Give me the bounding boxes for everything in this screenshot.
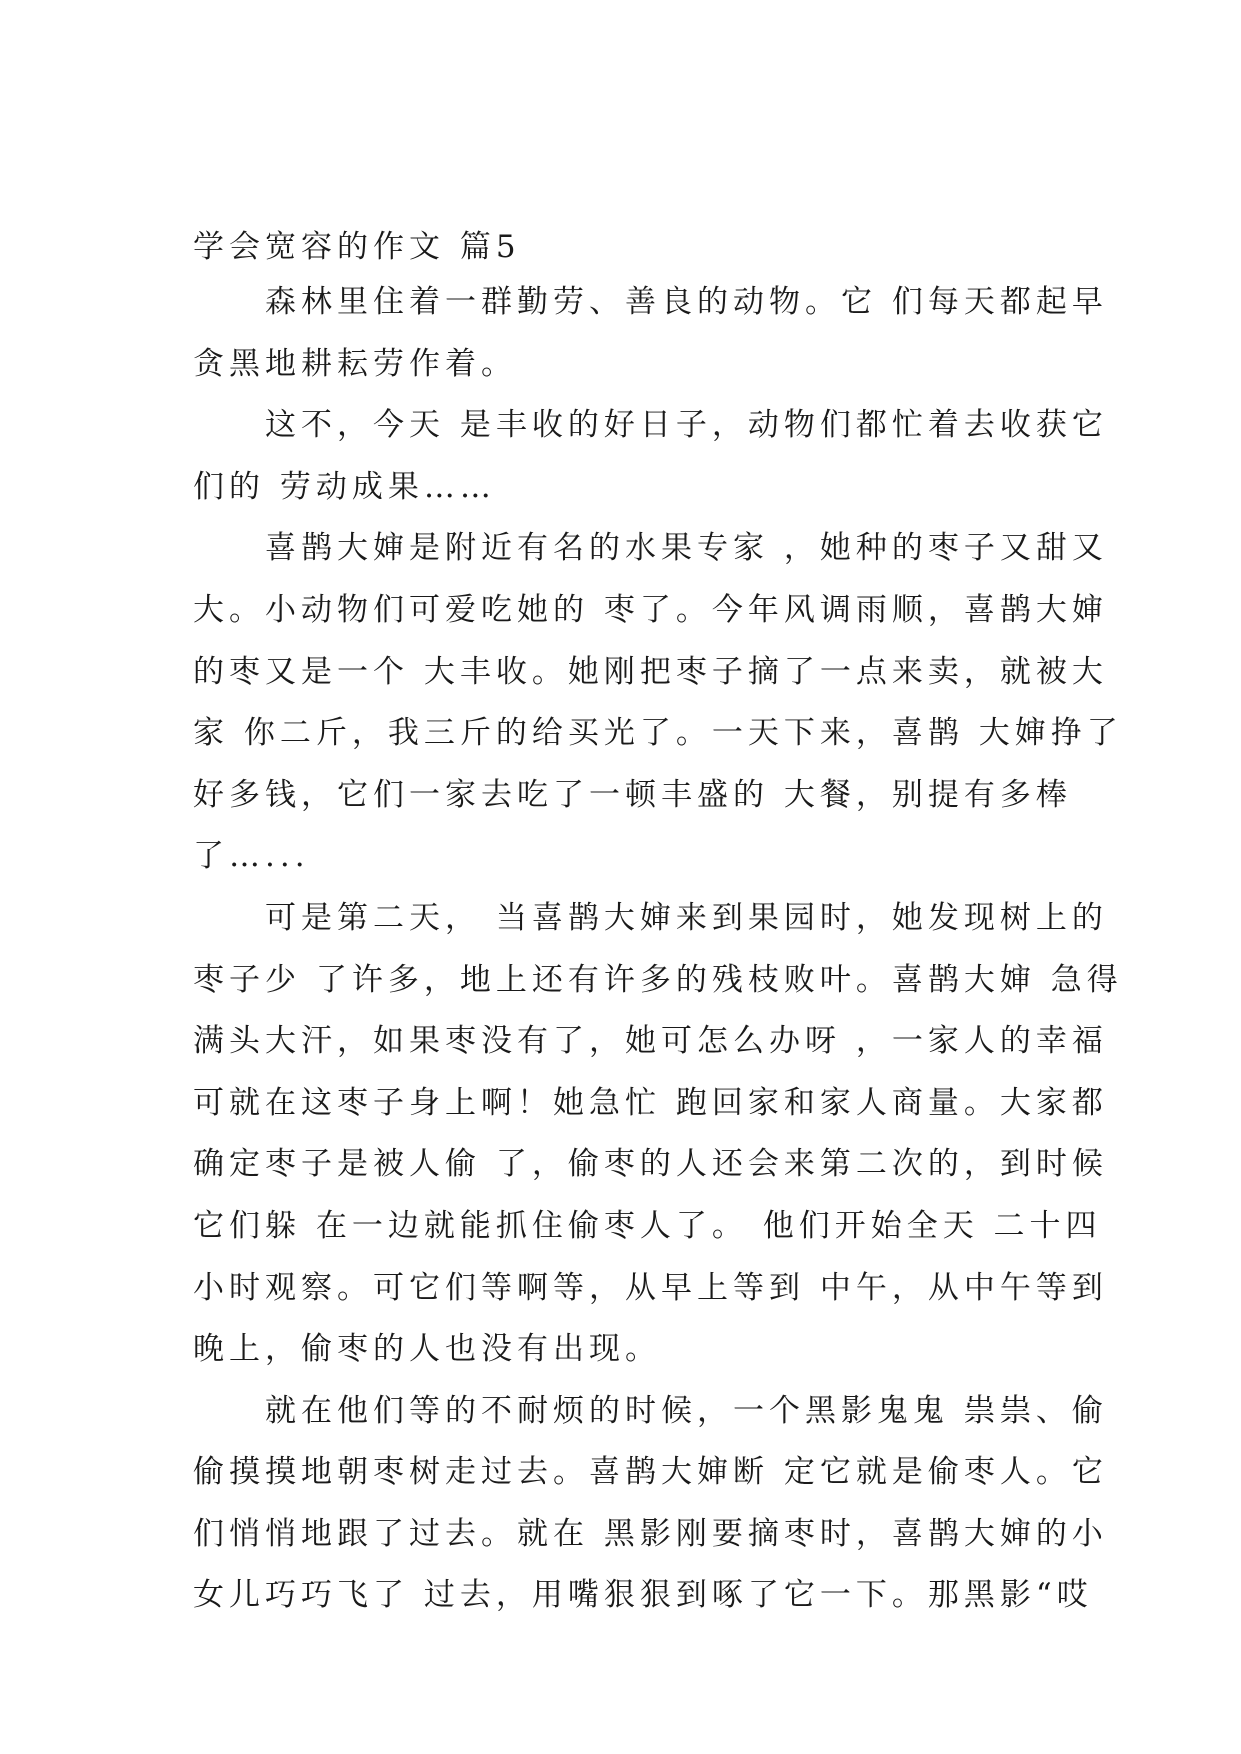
text-line: 确定枣子是被人偷 了，偷枣的人还会来第二次的，到时候 [193,1146,1108,1183]
document-body [193,222,1123,1627]
text-line: 森林里住着一群勤劳、善良的动物。它 们每天都起早 [193,284,1108,320]
text-line: 女儿巧巧飞了 过去，用嘴狠狠到啄了它一下。那黑影“哎 [193,1577,1093,1614]
text-line: 就在他们等的不耐烦的时候，一个黑影鬼鬼 祟祟、偷 [193,1392,1108,1429]
paragraph [193,888,1123,1381]
text-line: 它们躲 在一边就能抓住偷枣人了。 他们开始全天 二十四 [193,1207,1102,1244]
text-line: 晚上，偷枣的人也没有出现。 [193,1331,661,1368]
text-line: 枣子少 了许多，地上还有许多的残枝败叶。喜鹊大婶 急得 [193,961,1123,998]
text-line: 好多钱，它们一家去吃了一顿丰盛的 大餐，别提有多棒 [193,776,1072,813]
text-line: 喜鹊大婶是附近有名的水果专家 ，她种的枣子又甜又 [193,530,1108,567]
paragraph [193,272,1108,395]
text-line: 家 你二斤，我三斤的给买光了。一天下来，喜鹊 大婶挣了 [193,715,1123,752]
text-line: 偷摸摸地朝枣树走过去。喜鹊大婶断 定它就是偷枣人。它 [193,1454,1108,1491]
text-line: 可就在这枣子身上啊！她急忙 跑回家和家人商量。大家都 [193,1084,1108,1121]
paragraph [193,518,1123,888]
paragraph-list [193,272,1123,1627]
text-line: 的枣又是一个 大丰收。她刚把枣子摘了一点来卖，就被大 [193,653,1108,690]
text-line: 可是第二天， 当喜鹊大婶来到果园时，她发现树上的 [193,899,1108,936]
paragraph [193,395,1108,518]
text-line: 这不，今天 是丰收的好日子，动物们都忙着去收获它 [193,407,1108,444]
paragraph [193,1381,1108,1627]
text-line: 了…... [193,838,310,875]
text-line: 小时观察。可它们等啊等，从早上等到 中午，从中午等到 [193,1269,1108,1306]
text-line: 们的 劳动成果…… [193,468,496,505]
text-line: 大。小动物们可爱吃她的 枣了。今年风调雨顺，喜鹊大婶 [193,591,1108,628]
document-heading: 学会宽容的作文 篇5 [193,229,521,265]
text-line: 满头大汗，如果枣没有了，她可怎么办呀 ，一家人的幸福 [193,1023,1108,1060]
text-line: 们悄悄地跟了过去。就在 黑影刚要摘枣时，喜鹊大婶的小 [193,1515,1108,1552]
text-line: 贪黑地耕耘劳作着。 [193,345,517,382]
